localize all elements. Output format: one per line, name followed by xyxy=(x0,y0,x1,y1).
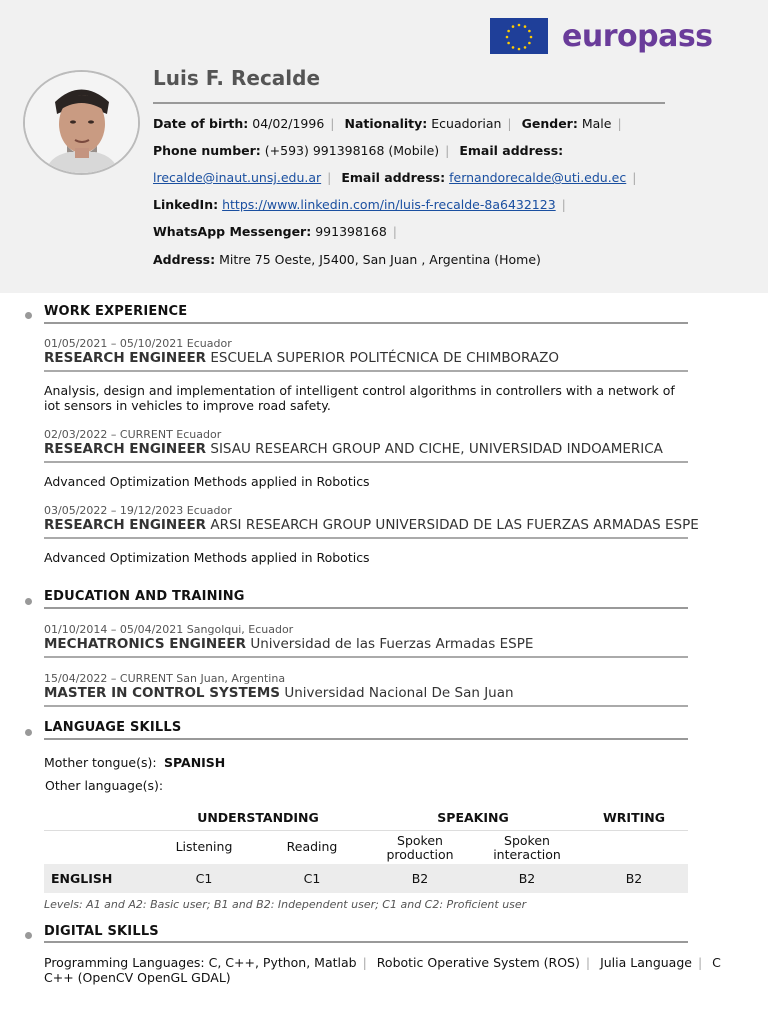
phone-value: (+593) 991398168 (Mobile) xyxy=(264,143,440,158)
mother-tongue-value: SPANISH xyxy=(164,755,226,770)
edu-title-1 xyxy=(44,636,533,652)
digital-skills-line-2: C++ (OpenCV OpenGL GDAL) xyxy=(44,970,231,985)
name-divider xyxy=(153,102,665,104)
personal-info-line-3: lrecalde@inaut.unsj.edu.ar | Email address: fernandorecalde@uti.edu.ec | xyxy=(153,170,637,185)
skill-4: C xyxy=(712,955,721,970)
work-date-1: 01/05/2021 – 05/10/2021 Ecuador xyxy=(44,337,232,350)
section-bullet xyxy=(25,932,32,939)
section-rule xyxy=(44,738,688,740)
nationality-value: Ecuadorian xyxy=(431,116,502,131)
sub-reading: Reading xyxy=(286,839,338,854)
work-org-1: ESCUELA SUPERIOR POLITÉCNICA DE CHIMBORAZO xyxy=(210,350,559,366)
email-link-1[interactable]: lrecalde@inaut.unsj.edu.ar xyxy=(153,170,322,185)
edu-date-1: 01/10/2014 – 05/04/2021 Sangolqui, Ecuador xyxy=(44,623,294,636)
whatsapp-value: 991398168 xyxy=(315,224,387,239)
work-date-2: 02/03/2022 – CURRENT Ecuador xyxy=(44,428,222,441)
gender-label: Gender: xyxy=(521,116,578,131)
whatsapp-label: WhatsApp Messenger: xyxy=(153,224,312,239)
section-rule xyxy=(44,607,688,609)
gender-value: Male xyxy=(581,116,612,131)
section-title-languages: LANGUAGE SKILLS xyxy=(44,720,182,735)
address-value: Mitre 75 Oeste, J5400, San Juan , Argentina (Home) xyxy=(219,252,541,267)
edu-org-2: Universidad Nacional De San Juan xyxy=(284,685,514,701)
personal-info-line-5: WhatsApp Messenger: 991398168 | xyxy=(153,224,398,239)
dob-label: Date of birth: xyxy=(153,116,249,131)
row-language: ENGLISH xyxy=(51,871,113,886)
email-label-2: Email address: xyxy=(341,170,446,185)
section-title-work: WORK EXPERIENCE xyxy=(44,304,188,319)
sub-spoken-interaction-l1: Spoken xyxy=(504,833,550,848)
levels-legend: Levels: A1 and A2: Basic user; B1 and B2: Independent user; C1 and C2: Proficient user xyxy=(44,898,527,911)
entry-rule xyxy=(44,461,688,463)
digital-skills-line-1: Programming Languages: C, C++, Python, Matlab | Robotic Operative System (ROS) | Julia Language | C xyxy=(44,955,721,970)
entry-rule xyxy=(44,537,688,539)
edu-title-2 xyxy=(44,685,514,701)
entry-rule xyxy=(44,705,688,707)
row-interaction: B2 xyxy=(518,871,536,886)
linkedin-label: LinkedIn: xyxy=(153,197,219,212)
work-desc-3: Advanced Optimization Methods applied in Robotics xyxy=(44,550,370,565)
personal-info-line-6 xyxy=(153,252,541,267)
row-listening: C1 xyxy=(195,871,213,886)
work-org-3: ARSI RESEARCH GROUP UNIVERSIDAD DE LAS FUERZAS ARMADAS ESPE xyxy=(210,517,699,533)
header-speaking: SPEAKING xyxy=(437,810,509,825)
work-title-1 xyxy=(44,350,559,366)
work-role-3: RESEARCH ENGINEER xyxy=(44,517,207,533)
sub-listening: Listening xyxy=(175,839,233,854)
work-role-2: RESEARCH ENGINEER xyxy=(44,441,207,457)
section-title-digital: DIGITAL SKILLS xyxy=(44,924,159,939)
sub-spoken-production xyxy=(366,834,474,862)
sub-spoken-production-l1: Spoken xyxy=(397,833,443,848)
section-bullet xyxy=(25,312,32,319)
row-production: B2 xyxy=(411,871,429,886)
header-understanding: UNDERSTANDING xyxy=(197,810,319,825)
edu-org-1: Universidad de las Fuerzas Armadas ESPE xyxy=(250,636,534,652)
section-title-education: EDUCATION AND TRAINING xyxy=(44,589,245,604)
header-writing: WRITING xyxy=(603,810,665,825)
other-languages-label: Other language(s): xyxy=(45,778,164,793)
europass-logo xyxy=(490,18,713,54)
section-bullet xyxy=(25,729,32,736)
address-label: Address: xyxy=(153,252,216,267)
personal-info-line-2: Phone number: (+593) 991398168 (Mobile) | Email address: xyxy=(153,143,564,158)
sub-spoken-interaction-l2: interaction xyxy=(493,847,561,862)
section-rule xyxy=(44,322,688,324)
row-reading: C1 xyxy=(303,871,321,886)
dob-value: 04/02/1996 xyxy=(252,116,325,131)
entry-rule xyxy=(44,656,688,658)
work-desc-1: Analysis, design and implementation of intelligent control algorithms in controllers with a network of iot sensors in vehicles to improve road safety. xyxy=(44,383,675,413)
profile-photo xyxy=(23,70,140,175)
work-desc-2: Advanced Optimization Methods applied in Robotics xyxy=(44,474,370,489)
section-rule xyxy=(44,941,688,943)
mother-tongue-label: Mother tongue(s): xyxy=(44,755,157,770)
edu-degree-2: MASTER IN CONTROL SYSTEMS xyxy=(44,685,281,701)
linkedin-link[interactable]: https://www.linkedin.com/in/luis-f-recalde-8a6432123 xyxy=(222,197,556,212)
row-writing: B2 xyxy=(625,871,643,886)
skill-3: Julia Language xyxy=(600,955,692,970)
table-divider xyxy=(44,830,688,831)
skill-2: Robotic Operative System (ROS) xyxy=(376,955,580,970)
sub-spoken-interaction xyxy=(474,834,580,862)
work-role-1: RESEARCH ENGINEER xyxy=(44,350,207,366)
edu-degree-1: MECHATRONICS ENGINEER xyxy=(44,636,247,652)
sub-spoken-production-l2: production xyxy=(386,847,454,862)
personal-info-line-4: LinkedIn: https://www.linkedin.com/in/luis-f-recalde-8a6432123 | xyxy=(153,197,566,212)
nationality-label: Nationality: xyxy=(344,116,428,131)
work-org-2: SISAU RESEARCH GROUP AND CICHE, UNIVERSIDAD INDOAMERICA xyxy=(210,441,663,457)
work-title-3 xyxy=(44,517,699,533)
email-link-2[interactable]: fernandorecalde@uti.edu.ec xyxy=(449,170,627,185)
work-date-3: 03/05/2022 – 19/12/2023 Ecuador xyxy=(44,504,232,517)
person-name: Luis F. Recalde xyxy=(153,66,321,90)
skill-1: Programming Languages: C, C++, Python, Matlab xyxy=(44,955,357,970)
personal-info-line-1: Date of birth: 04/02/1996 | Nationality: Ecuadorian | Gender: Male | xyxy=(153,116,622,131)
eu-flag-icon xyxy=(490,18,548,54)
logo-text: europass xyxy=(562,18,713,54)
section-bullet xyxy=(25,598,32,605)
work-title-2 xyxy=(44,441,663,457)
entry-rule xyxy=(44,370,688,372)
edu-date-2: 15/04/2022 – CURRENT San Juan, Argentina xyxy=(44,672,286,685)
phone-label: Phone number: xyxy=(153,143,261,158)
email-label-1: Email address: xyxy=(459,143,564,158)
